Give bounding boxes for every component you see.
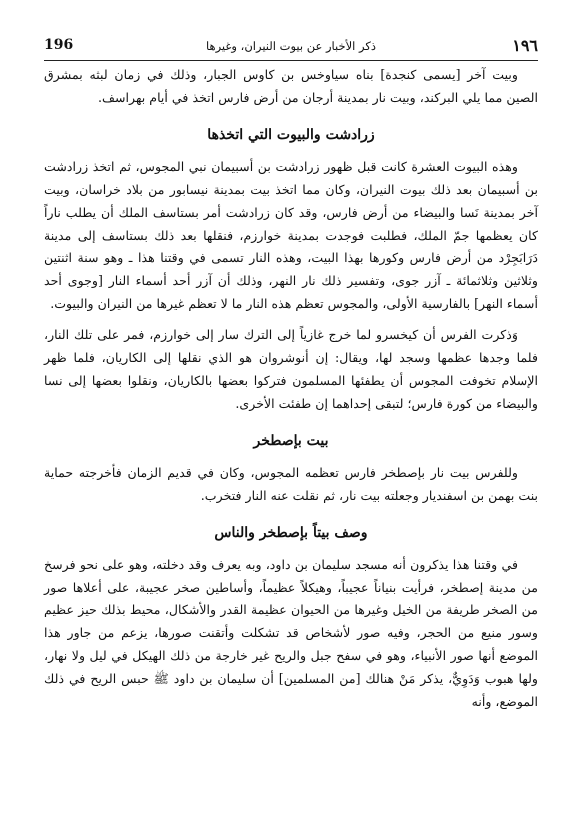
section-heading-istakhr-house: بيت بإصطخر [253, 432, 329, 449]
paragraph-5: في وقتنا هذا يذكرون أنه مسجد سليمان بن داود، وبه يعرف وقد دخلته، وهو على نحو فرسخ من مدينة إصطخر، فرأيت بنياناً عجيباً، وهيكلاً عظيماً، وأساطين صخر عجيبة، على أعلاها صور من الصخر طريفة من الخيل وغيرها من الحيوان عظيمة القدر والأشكال، محيط بذلك حيز عظيم وسور منيع من الحجر، وفيه صور لأشخاص قد تشكلت وأتقنت صورها، يزعم من جاور هذا الموضع أنها صور الأنبياء، وهو في سفح جبل والريح غير خارجة من ذلك الهيكل في ليل ولا نهار، ولها هبوب وَدَوِيٌّ، يذكر مَنْ هنالك [من المسلمين] أن سليمان بن داود ﷺ حبس الريح في ذلك الموضع، وأنه [44, 556, 538, 710]
page-body [44, 64, 538, 714]
page-number-arabic: ١٩٦ [512, 36, 538, 55]
paragraph-1: وبيت آخر [يسمى كنجدة] بناه سياوخس بن كاوس الجبار، وذلك في زمان لبثه بمشرق الصين مما يلي البركند، وبيت نار بمدينة أرجان من أرض فارس اتخذ في أيام بهراسف. [44, 67, 538, 105]
paragraph-4: وللفرس بيت نار بإصطخر فارس تعظمه المجوس، وكان في قديم الزمان فأخرجته حماية بنت بهمن بن اسفنديار وجعلته بيت نار، ثم نقلت عنه النار فتخرب. [44, 464, 538, 503]
section-heading-istakhr-description: وصف بيتاً بإصطخر والناس [214, 524, 368, 541]
paragraph-3: وَذكرت الفرس أن كيخسرو لما خرج غازياً إلى الترك سار إلى خوارزم، فمر على تلك النار، فلما وجدها عظمها وسجد لها، ويقال: إن أنوشروان هو الذي نقلها إلى الكاريان، فلما ظهر الإسلام تخوفت المجوس أن يطفئها المسلمون فتركوا بعضها بالكاريان، ونقلوا بعضها إلى نسا والبيضاء من كورة فارس؛ لتبقى إحداهما إن طفئت الأخرى. [44, 327, 538, 411]
page-header [44, 36, 538, 61]
page-number-latin: 196 [44, 37, 74, 53]
section-heading-zoroaster: زرادشت والبيوت التي اتخذها [207, 126, 375, 143]
paragraph-2: وهذه البيوت العشرة كانت قبل ظهور زرادشت بن أسبيمان نبي المجوس، ثم اتخذ زرادشت بن أسبيمان بعد ذلك بيوت النيران، وكان مما اتخذ بيت بمدينة نيسابور من بلاد خراسان، وبيت آخر بمدينة نَسا والبيضاء من أرض فارس، وقد كان زرادشت أمر بستاسف الملك أن يطلب ناراً كان يعظمها جمّ الملك، فطلبت فوجدت بمدينة خوارزم، فنقلها بعد ذلك بستاسف إلى مدينة دَرَابَجِرْد من أرض فارس وكورها بهذا البيت، وهذه النار تسمى في وقتنا هذا ـ وهو سنة اثنتين وثلاثين وثلاثمائة ـ آزر جوى، وتفسير ذلك نار النهر، وذلك أن آزر أحد أسماء النار [وجوى أحد أسماء النهر] بالفارسية الأولى، والمجوس تعظم هذه النار ما لا تعظم غيرها من النيران والبيوت. [44, 158, 538, 312]
running-title: ذكر الأخبار عن بيوت النيران، وغيرها [206, 39, 376, 53]
